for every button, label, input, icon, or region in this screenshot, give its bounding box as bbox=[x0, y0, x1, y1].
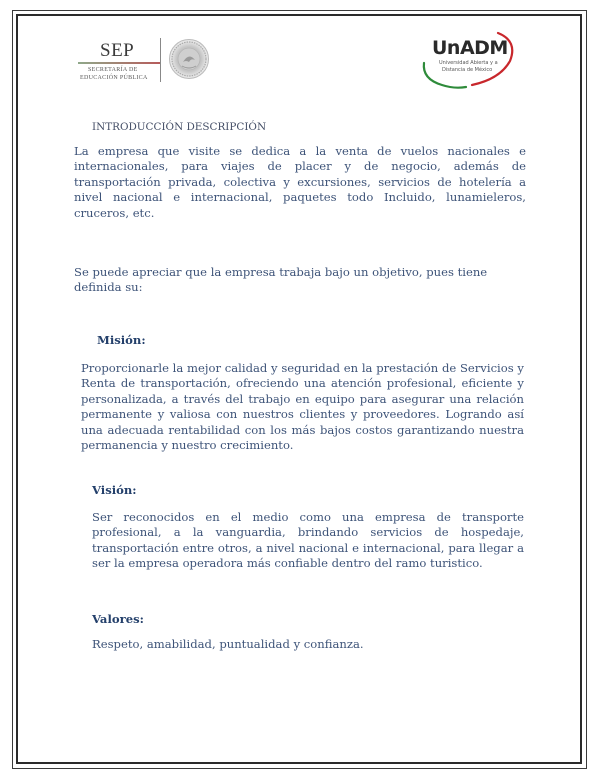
valores-heading: Valores: bbox=[92, 612, 144, 626]
intro-paragraph: La empresa que visite se dedica a la venta de vuelos nacionales e internacionales, para viajes de placer y de negocio, además de transportación privada, colectiva y excursiones, servicios de hotelería a nivel nacional e internacional, paquetes todo Incluido, lunamieleros, cruceros, etc. bbox=[74, 144, 526, 220]
sep-logo bbox=[78, 36, 213, 86]
unadm-logo-subtitle-1: Universidad Abierta y a bbox=[439, 60, 498, 66]
valores-paragraph: Respeto, amabilidad, puntualidad y confianza. bbox=[92, 637, 364, 651]
sep-logo-divider bbox=[160, 38, 161, 82]
intro-title: INTRODUCCIÓN DESCRIPCIÓN bbox=[92, 121, 267, 133]
sep-logo-rule bbox=[78, 62, 160, 64]
unadm-logo-title: UnADM bbox=[432, 37, 508, 59]
unadm-logo-subtitle-2: Distancia de México bbox=[442, 67, 493, 73]
sep-logo-subtitle-1: SECRETARÍA DE bbox=[88, 67, 138, 73]
sep-logo-subtitle-2: EDUCACIÓN PÚBLICA bbox=[80, 75, 148, 81]
coat-of-arms-seal-icon bbox=[169, 39, 209, 79]
mision-heading: Misión: bbox=[97, 333, 146, 347]
unadm-logo bbox=[420, 27, 520, 95]
mision-paragraph: Proporcionarle la mejor calidad y seguridad en la prestación de Servicios y Renta de transportación, ofreciendo una atención profesional, eficiente y personalizada, a través del trabajo en equipo para asegurar una relación permanente y valiosa con nuestros clientes y proveedores. Logrando así una adecuada rentabilidad con los más bajos costos garantizando nuestra permanencia y nuestro crecimiento. bbox=[81, 361, 524, 453]
objective-paragraph: Se puede apreciar que la empresa trabaja bajo un objetivo, pues tiene definida su: bbox=[74, 265, 488, 295]
vision-heading: Visión: bbox=[92, 483, 137, 497]
vision-paragraph: Ser reconocidos en el medio como una empresa de transporte profesional, a la vanguardia, brindando servicios de hospedaje, transportación entre otros, a nivel nacional e internacional, para llegar a ser la empresa operadora más confiable dentro del ramo turistico. bbox=[92, 510, 524, 571]
sep-logo-title: SEP bbox=[100, 40, 135, 61]
